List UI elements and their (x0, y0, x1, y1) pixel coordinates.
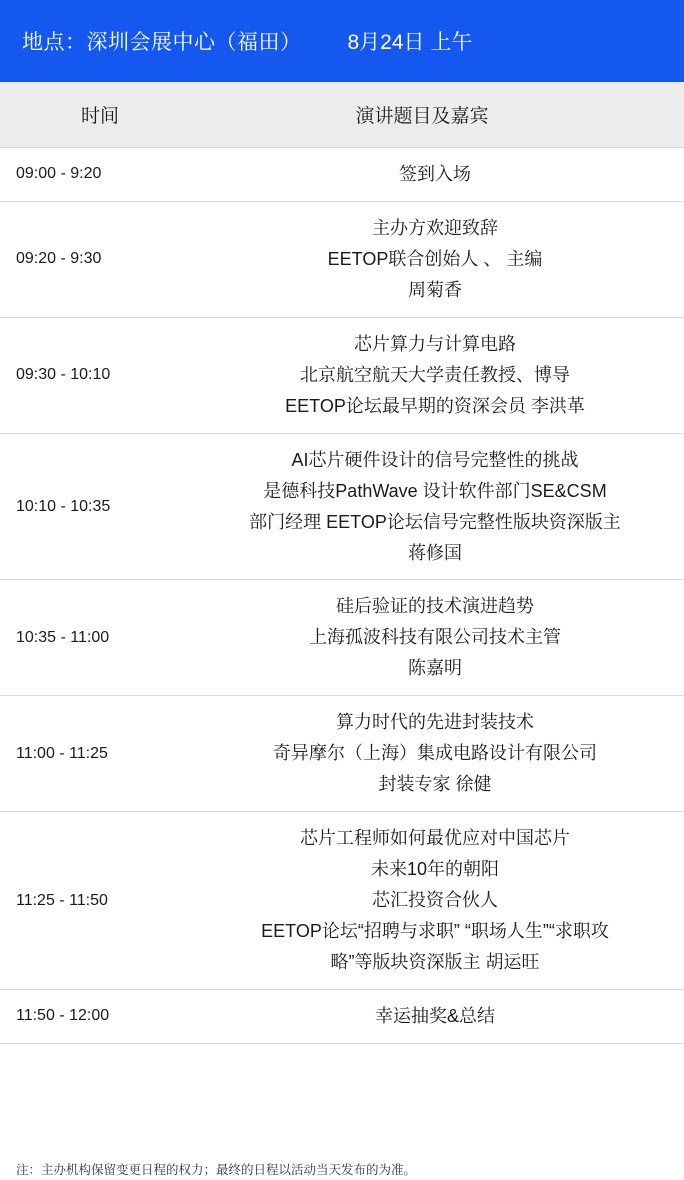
row-topic-line: 算力时代的先进封装技术 (336, 712, 534, 733)
column-header-topic: 演讲题目及嘉宾 (355, 106, 489, 127)
row-topic-line: 是德科技PathWave 设计软件部门SE&CSM (263, 480, 607, 501)
column-header-row (0, 82, 684, 147)
row-topic-line: 封装专家 徐健 (378, 774, 492, 795)
row-topic-line: 主办方欢迎致辞 (372, 217, 498, 238)
table-row (0, 580, 684, 696)
row-topic-line: 未来10年的朝阳 (370, 859, 500, 880)
row-topic (200, 329, 684, 422)
venue-label: 地点：深圳会展中心（福田） (22, 31, 302, 54)
row-topic-line: EETOP联合创始人 、 主编 (327, 248, 543, 269)
row-topic-line: 周菊香 (408, 279, 462, 300)
row-time: 10:35 - 11:00 (16, 628, 110, 646)
row-topic (200, 1001, 684, 1032)
row-topic (200, 707, 684, 800)
row-topic-line: 奇异摩尔（上海）集成电路设计有限公司 (273, 743, 597, 764)
row-topic-line: 硅后验证的技术演进趋势 (336, 596, 534, 617)
row-topic-line: 芯片算力与计算电路 (354, 333, 516, 354)
agenda-header-bar (0, 0, 684, 82)
table-row (0, 318, 684, 434)
row-topic (200, 823, 684, 978)
row-topic-line: 芯汇投资合伙人 (372, 890, 498, 911)
row-topic-line: 略”等版块资深版主 胡运旺 (330, 952, 540, 973)
table-row (0, 990, 684, 1044)
row-time: 11:25 - 11:50 (16, 891, 108, 909)
row-time: 10:10 - 10:35 (16, 497, 111, 515)
row-topic-line: 芯片工程师如何最优应对中国芯片 (300, 828, 570, 849)
footnote: 注：主办机构保留变更日程的权力；最终的日程以活动当天发布的为准。 (16, 1163, 417, 1177)
row-topic-line: 签到入场 (399, 164, 471, 184)
column-header-time: 时间 (80, 106, 119, 127)
table-row (0, 202, 684, 318)
row-topic-line: 幸运抽奖&总结 (374, 1005, 495, 1026)
row-time: 09:20 - 9:30 (16, 250, 102, 268)
row-topic (200, 591, 684, 684)
table-row (0, 696, 684, 812)
row-time: 09:30 - 10:10 (16, 366, 111, 384)
date-label: 8月24日 上午 (347, 31, 473, 54)
row-topic-line: 部门经理 EETOP论坛信号完整性版块资深版主 (249, 511, 621, 532)
table-row (0, 434, 684, 581)
table-row (0, 147, 684, 202)
row-topic-line: 北京航空航天大学责任教授、博导 (300, 364, 570, 385)
row-topic-line: 陈嘉明 (408, 658, 462, 679)
row-time: 11:00 - 11:25 (16, 744, 108, 762)
row-topic (200, 159, 684, 190)
row-topic-line: 上海孤波科技有限公司技术主管 (309, 627, 561, 648)
row-topic-line: AI芯片硬件设计的信号完整性的挑战 (291, 449, 579, 470)
row-topic-line: EETOP论坛最早期的资深会员 李洪革 (285, 395, 585, 416)
row-topic-line: EETOP论坛“招聘与求职” “职场人生”“求职攻 (261, 921, 609, 942)
row-topic (200, 213, 684, 306)
row-topic-line: 蒋修国 (408, 542, 462, 563)
row-time: 09:00 - 9:20 (16, 165, 102, 183)
agenda-rows (0, 147, 684, 1140)
row-topic (200, 445, 684, 569)
table-row (0, 812, 684, 990)
row-time: 11:50 - 12:00 (16, 1007, 110, 1025)
